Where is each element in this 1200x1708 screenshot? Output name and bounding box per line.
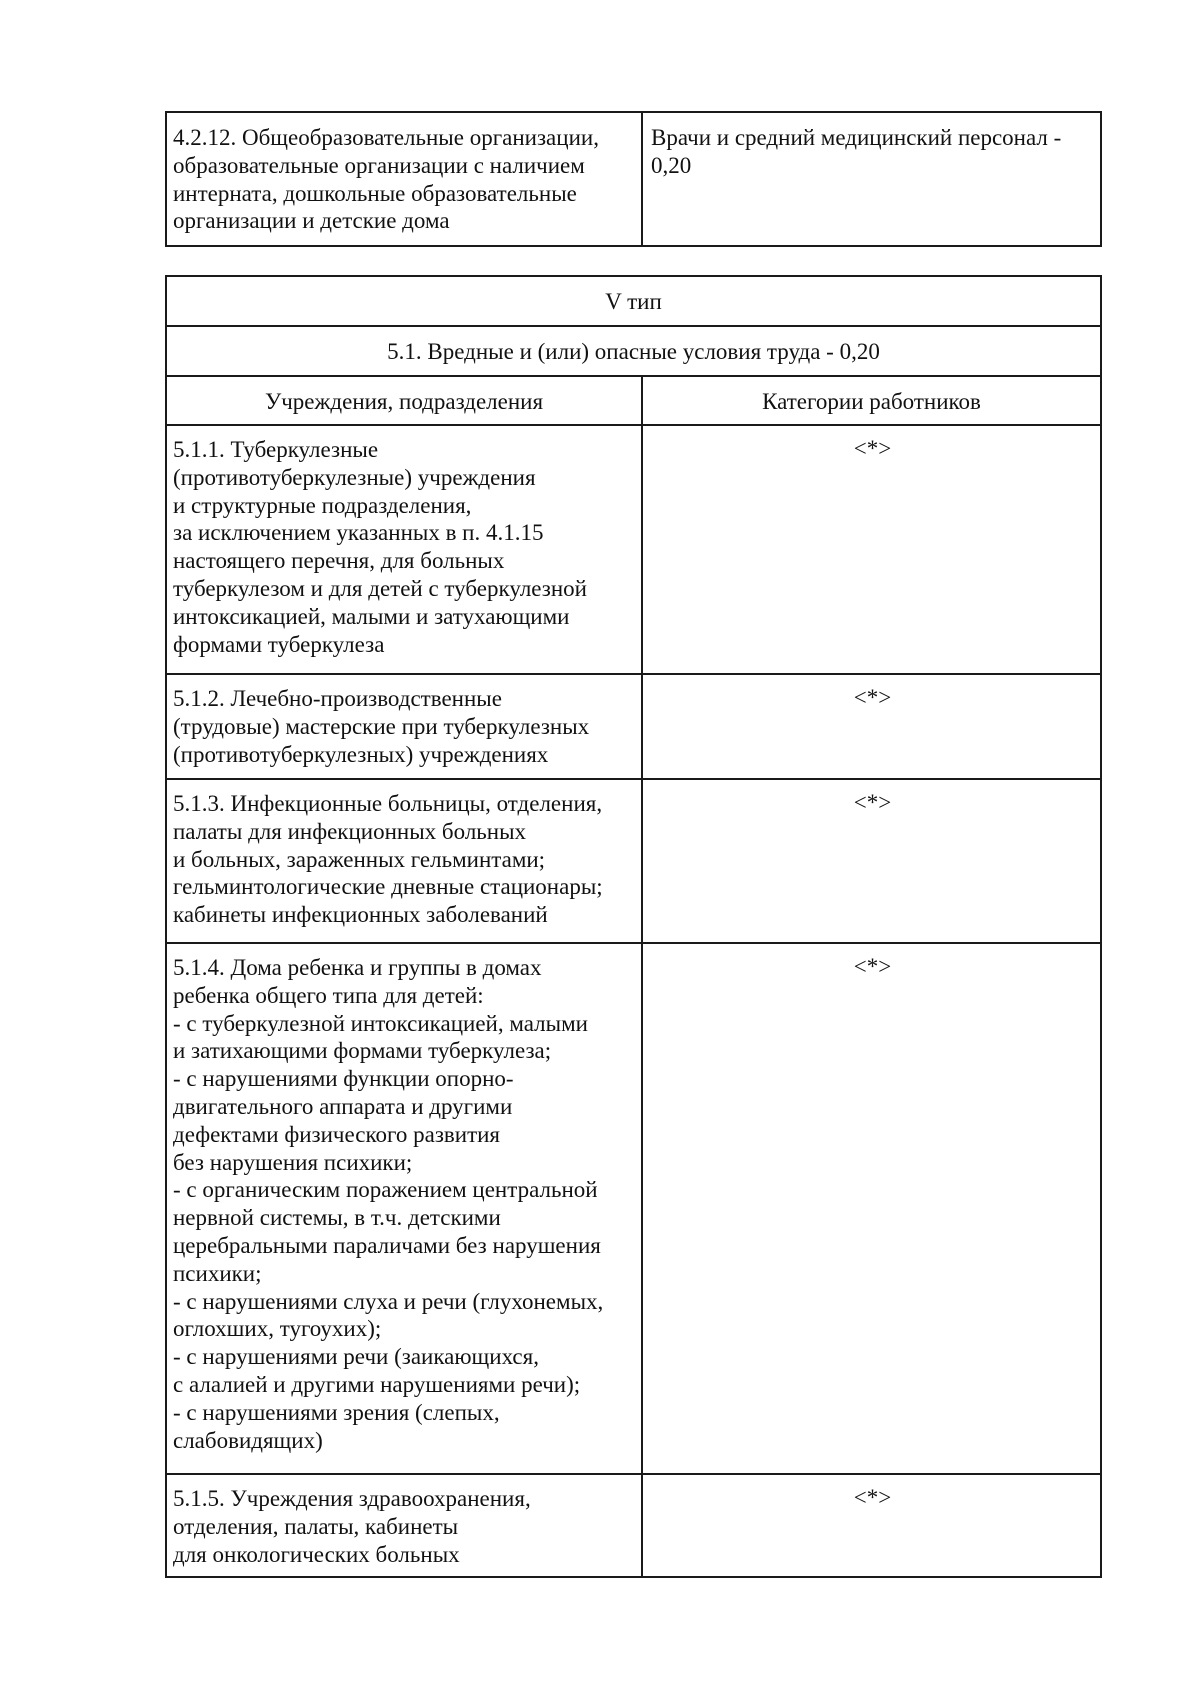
- category-cell: <*>: [853, 685, 892, 710]
- institution-cell-4-2-12: 4.2.12. Общеобразовательные организации, образовательные организации с наличием интерната, дошкольные образовательные организации и детские дома: [173, 125, 599, 234]
- category-cell: <*>: [853, 954, 892, 979]
- category-cell: <*>: [853, 436, 892, 461]
- column-header-row: [167, 377, 1100, 426]
- column-divider: [641, 113, 643, 245]
- category-cell: <*>: [853, 790, 892, 815]
- institution-cell: 5.1.2. Лечебно-производственные (трудовые) мастерские при туберкулезных (противотуберкулезных) учреждениях: [173, 686, 590, 767]
- column-header-categories: Категории работников: [762, 389, 981, 414]
- institution-cell: 5.1.1. Туберкулезные (противотуберкулезные) учреждения и структурные подразделения, за исключением указанных в п. 4.1.15 настоящего перечня, для больных туберкулезом и для детей с туберкулезной интоксикацией, малыми и затухающими формами туберкулеза: [173, 437, 587, 657]
- institution-cell: 5.1.3. Инфекционные больницы, отделения, палаты для инфекционных больных и больных, зараженных гельминтами; гельминтологические дневные стационары; кабинеты инфекционных заболеваний: [173, 791, 603, 928]
- column-header-institutions: Учреждения, подразделения: [264, 389, 544, 414]
- table-type-v: [165, 275, 1102, 1578]
- category-cell-4-2-12: Врачи и средний медицинский персонал - 0,20: [651, 125, 1062, 178]
- table-row-5-1-3: [167, 780, 1100, 944]
- table-row-5-1-1: [167, 426, 1100, 675]
- condition-header: 5.1. Вредные и (или) опасные условия труда - 0,20: [387, 339, 880, 364]
- category-cell: <*>: [853, 1485, 892, 1510]
- condition-header-row: [167, 327, 1100, 377]
- institution-cell: 5.1.5. Учреждения здравоохранения, отделения, палаты, кабинеты для онкологических больных: [173, 1486, 531, 1567]
- table-top-continuation: [165, 111, 1102, 247]
- table-row-5-1-5: [167, 1475, 1100, 1576]
- table-row-5-1-2: [167, 675, 1100, 780]
- table-row-5-1-4: [167, 944, 1100, 1475]
- type-header-row: [167, 277, 1100, 327]
- institution-cell: 5.1.4. Дома ребенка и группы в домах ребенка общего типа для детей: - с туберкулезной интоксикацией, малыми и затихающими формами туберкулеза; - с нарушениями функции опорно- двигательного аппарата и другими дефектами физического развития без нарушения психики; - с органическим поражением центральной нервной системы, в т.ч. детскими церебральными параличами без нарушения психики; - с нарушениями слуха и речи (глухонемых, оглохших, тугоухих); - с нарушениями речи (заикающихся, с алалией и другими нарушениями речи); - с нарушениями зрения (слепых, слабовидящих): [173, 955, 604, 1453]
- type-header: V тип: [605, 289, 662, 314]
